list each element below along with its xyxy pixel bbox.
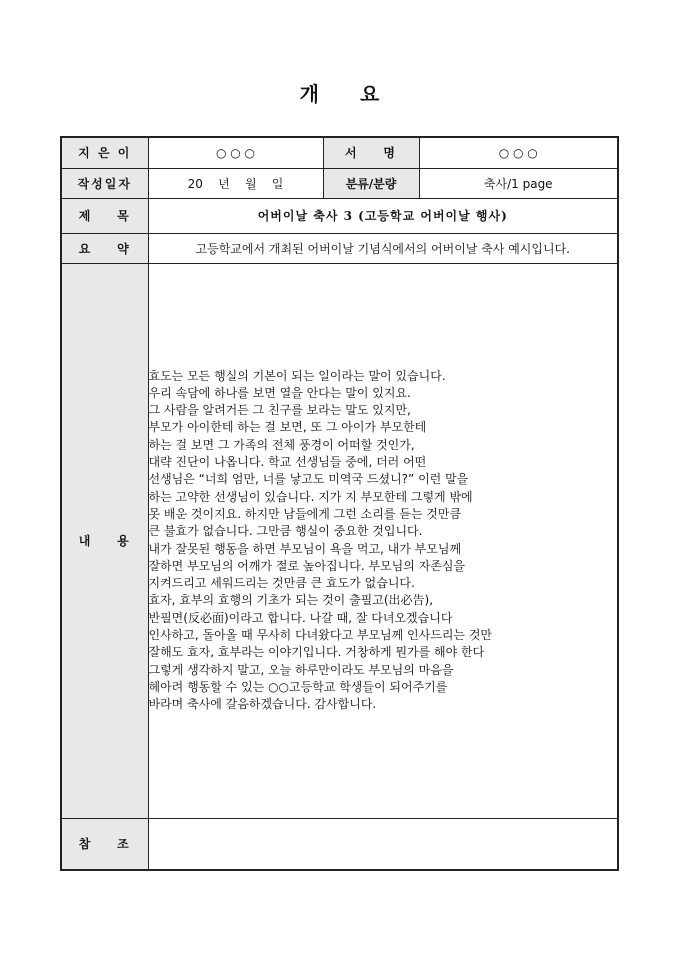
content-line: 못 배운 것이지요. 하지만 남들에게 그런 소리를 듣는 것만큼 xyxy=(148,506,462,521)
content-line: 내가 잘못된 행동을 하면 부모님이 욕을 먹고, 내가 부모님께 xyxy=(148,541,462,556)
content-line: 효도는 모든 행실의 기본이 되는 일이라는 말이 있습니다. xyxy=(148,368,446,383)
reference-row xyxy=(61,818,618,870)
title-label: 제 목 xyxy=(61,198,148,233)
document-title-part-2: 요 xyxy=(360,82,381,106)
sign-label: 서 명 xyxy=(323,137,419,168)
document-title xyxy=(0,78,680,107)
content-line: 잘해도 효자, 효부라는 이야기입니다. 거창하게 뭔가를 해야 한다 xyxy=(148,645,485,660)
document-form-table xyxy=(60,136,619,871)
title-row xyxy=(61,198,618,233)
content-line: 부모가 아이한테 하는 걸 보면, 또 그 아이가 부모한테 xyxy=(148,420,427,435)
content-line: 선생님은 “너희 엄만, 너를 낳고도 미역국 드셨니?” 이런 말을 xyxy=(148,472,469,487)
summary-label: 요 약 xyxy=(61,233,148,263)
title-value: 어버이날 축사 3 (고등학교 어버이날 행사) xyxy=(148,198,618,233)
content-line: 큰 불효가 없습니다. 그만큼 행실이 중요한 것입니다. xyxy=(148,524,423,539)
content-line: 지켜드리고 세워드리는 것만큼 큰 효도가 없습니다. xyxy=(148,576,415,591)
content-line: 그렇게 생각하지 말고, 오늘 하루만이라도 부모님의 마음을 xyxy=(148,662,454,677)
content-line: 헤아려 행동할 수 있는 ○○고등학교 학생들이 되어주기를 xyxy=(148,679,448,694)
content-line: 하는 고약한 선생님이 있습니다. 지가 지 부모한테 그렇게 밖에 xyxy=(148,489,473,504)
content-line: 효자, 효부의 효행의 기초가 되는 것이 출필고(出必告), xyxy=(148,593,434,608)
author-row xyxy=(61,137,618,168)
content-line: 우리 속담에 하나를 보면 열을 안다는 말이 있지요. xyxy=(148,385,411,400)
content-line: 하는 걸 보면 그 가족의 전체 풍경이 어떠할 것인가, xyxy=(148,437,415,452)
sign-value: ○ ○ ○ xyxy=(419,137,618,168)
content-line: 인사하고, 돌아올 때 무사히 다녀왔다고 부모님께 인사드리는 것만 xyxy=(148,627,493,642)
content-row xyxy=(61,263,618,818)
date-row xyxy=(61,168,618,198)
content-line: 반필면(反必面)이라고 합니다. 나갈 때, 잘 다녀오겠습니다 xyxy=(148,610,453,625)
reference-label: 참 조 xyxy=(61,818,148,870)
reference-value xyxy=(148,818,618,870)
summary-row xyxy=(61,233,618,263)
content-line: 바라며 축사에 갈음하겠습니다. 감사합니다. xyxy=(148,697,377,712)
category-value: 축사/1 page xyxy=(419,168,618,198)
author-label: 지 은 이 xyxy=(61,137,148,168)
content-body xyxy=(148,263,618,818)
author-value: ○ ○ ○ xyxy=(148,137,323,168)
date-label: 작성일자 xyxy=(61,168,148,198)
content-line: 대략 진단이 나옵니다. 학교 선생님들 중에, 더러 어떤 xyxy=(148,455,427,470)
date-value: 20 년 월 일 xyxy=(148,168,323,198)
content-line: 그 사람을 알려거든 그 친구를 보라는 말도 있지만, xyxy=(148,403,411,418)
summary-value: 고등학교에서 개최된 어버이날 기념식에서의 어버이날 축사 예시입니다. xyxy=(148,233,618,263)
category-label: 분류/분량 xyxy=(323,168,419,198)
document-title-part-1: 개 xyxy=(299,82,320,106)
content-line: 잘하면 부모님의 어깨가 절로 높아집니다. 부모님의 자존심을 xyxy=(148,558,466,573)
content-label: 내 용 xyxy=(61,263,148,818)
